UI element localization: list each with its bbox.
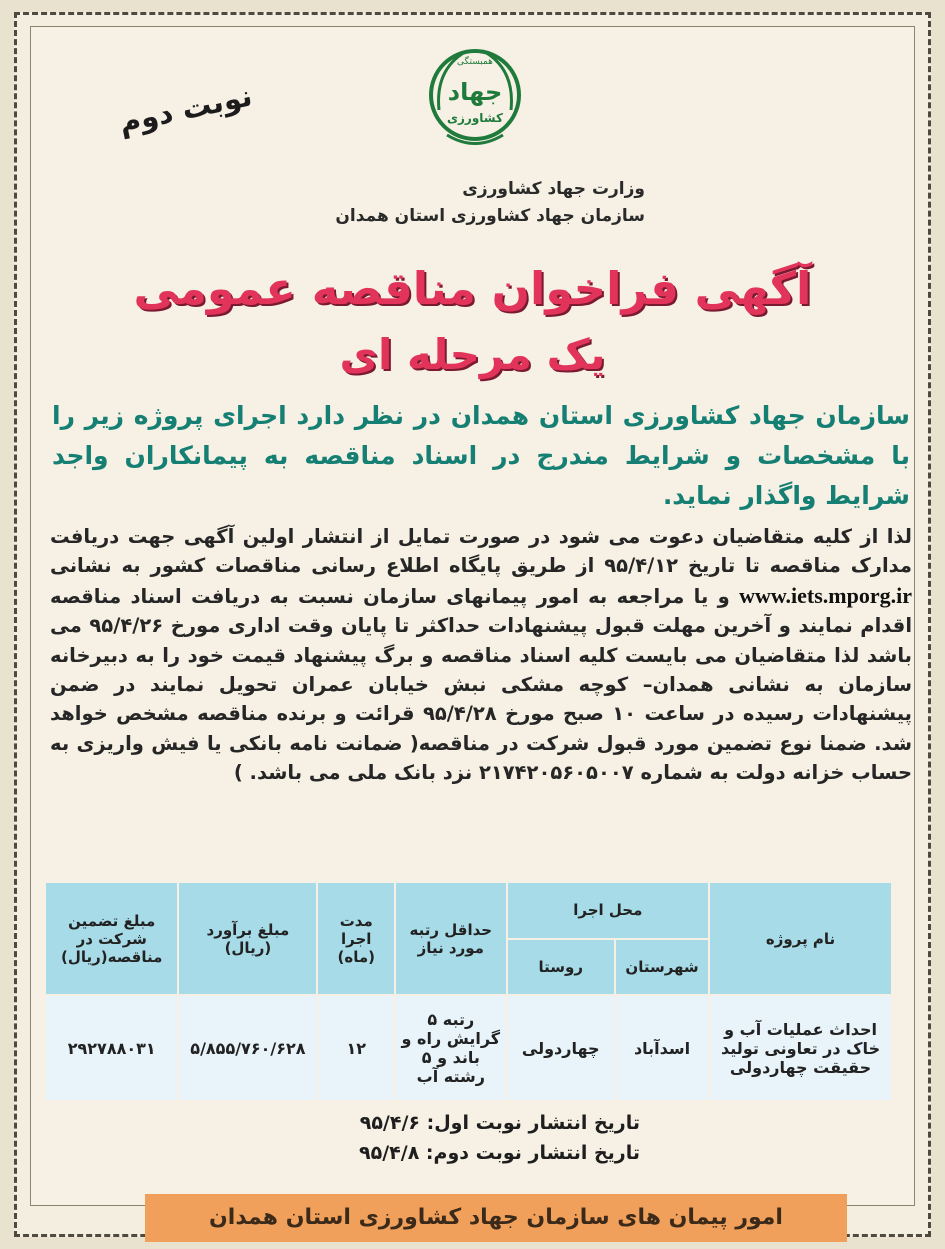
cell-village: چهاردولی	[507, 995, 615, 1101]
publication-dates	[320, 1108, 640, 1168]
header-county: شهرستان	[615, 939, 709, 996]
cell-guarantee: ۲۹۲۷۸۸۰۳۱	[45, 995, 178, 1101]
issuer-block	[325, 176, 645, 230]
publication-badge: نوبت دوم	[115, 78, 255, 140]
intro-paragraph: سازمان جهاد کشاورزی استان همدان در نظر دارد اجرای پروژه زیر را با مشخصات و شرایط مندرج در اسناد مناقصه به پیمانکاران واجد شرایط واگذار نماید.	[52, 401, 910, 510]
cell-county: اسدآباد	[615, 995, 709, 1101]
tender-website-link[interactable]: www.iets.mporg.ir	[739, 582, 912, 608]
header-min-grade: حداقل رتبه مورد نیاز	[395, 882, 506, 995]
logo-top-text: همبستگی	[457, 57, 493, 67]
cell-estimate: ۵/۸۵۵/۷۶۰/۶۲۸	[178, 995, 317, 1101]
table-row	[45, 995, 892, 1101]
logo-sub-text: کشاورزی	[447, 111, 503, 125]
organization-name: سازمان جهاد کشاورزی استان همدان	[335, 206, 645, 226]
ad-title: آگهی فراخوان مناقصه عمومی	[133, 262, 812, 315]
footer-banner: امور پیمان های سازمان جهاد کشاورزی استان همدان	[145, 1194, 847, 1242]
ministry-logo	[425, 40, 525, 160]
cell-duration: ۱۲	[317, 995, 395, 1101]
body-text-part1: لذا از کلیه متقاضیان دعوت می شود در صورت تمایل از انتشار اولین آگهی جهت دریافت مدارک مناقصه تا تاریخ ۹۵/۴/۱۲ از طریق پایگاه اطلاع رسانی مناقصات کشور به نشانی	[50, 525, 912, 578]
header-estimate: مبلغ برآورد (ریال)	[178, 882, 317, 995]
cell-project-name: احداث عملیات آب و خاک در تعاونی تولید حقیقت چهاردولی	[709, 995, 892, 1101]
body-text-part2: و یا مراجعه به امور پیمانهای سازمان نسبت به دریافت اسناد مناقصه اقدام نمایند و آخرین مهلت قبول پیشنهادات حداکثر تا پایان وقت اداری مورخ ۹۵/۴/۲۶ می باشد لذا متقاضیان می بایست کلیه اسناد مناقصه و برگ پیشنهاد قیمت خود را به دبیرخانه سازمان به نشانی همدان– کوچه مشکی نبش خیابان عمران تحویل نمایند در ضمن پیشنهادات رسیده در ساعت ۱۰ صبح مورخ ۹۵/۴/۲۸ قرائت و برنده مناقصه مشخص خواهد شد. ضمنا نوع تضمین مورد قبول شرکت در مناقصه( ضمانت نامه بانکی یا فیش واریزی به حساب خزانه دولت به شماره ۲۱۷۴۲۰۵۶۰۵۰۰۷ نزد بانک ملی می باشد. )	[50, 584, 913, 785]
projects-table	[44, 881, 893, 1102]
second-publication-date: تاریخ انتشار نوبت دوم: ۹۵/۴/۸	[359, 1142, 640, 1164]
header-location: محل اجرا	[507, 882, 710, 939]
body-paragraph	[50, 522, 912, 788]
logo-main-text: جهاد	[447, 78, 503, 106]
ministry-name: وزارت جهاد کشاورزی	[462, 179, 645, 199]
header-project-name: نام پروژه	[709, 882, 892, 995]
first-publication-date: تاریخ انتشار نوبت اول: ۹۵/۴/۶	[359, 1112, 640, 1134]
cell-min-grade: رتبه ۵ گرایش راه و باند و ۵ رشته آب	[395, 995, 506, 1101]
ad-subtitle: یک مرحله ای	[339, 330, 606, 379]
header-guarantee: مبلغ تضمین شرکت در مناقصه(ریال)	[45, 882, 178, 995]
header-village: روستا	[507, 939, 615, 996]
header-duration: مدت اجرا (ماه)	[317, 882, 395, 995]
